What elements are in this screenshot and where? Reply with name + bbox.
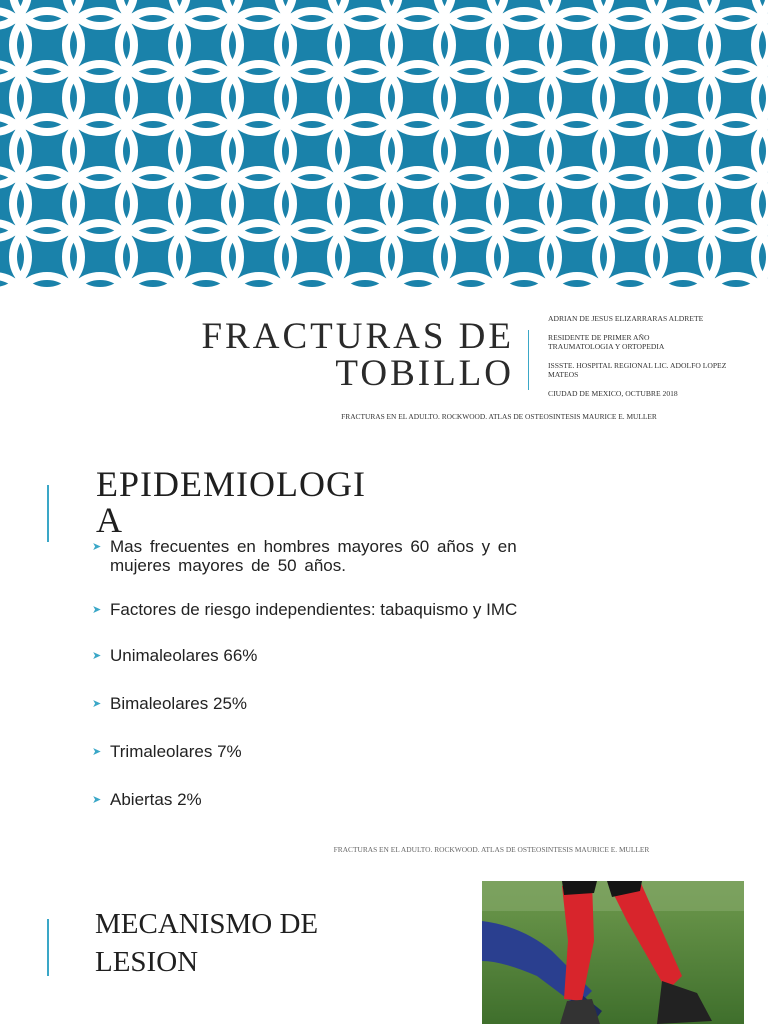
- list-item: [92, 790, 542, 809]
- list-item: [92, 742, 542, 761]
- bullet-text: Factores de riesgo independientes: tabaquismo y IMC: [110, 600, 518, 619]
- list-item: [92, 537, 542, 575]
- accent-bar: [47, 485, 49, 542]
- presentation-title: [94, 318, 514, 392]
- bullet-text: Abiertas 2%: [110, 790, 202, 809]
- arrow-bullet-icon: ➤: [92, 698, 102, 710]
- title-line-1: FRACTURAS DE: [201, 316, 514, 357]
- arrow-bullet-icon: ➤: [92, 650, 102, 662]
- arrow-bullet-icon: ➤: [92, 541, 102, 553]
- author-info: [548, 314, 748, 408]
- reference-text: FRACTURAS EN EL ADULTO. ROCKWOOD. ATLAS DE OSTEOSINTESIS MAURICE E. MULLER: [333, 845, 650, 854]
- heading-line-1: MECANISMO DE: [95, 908, 319, 940]
- soccer-tackle-photo: [482, 881, 744, 1024]
- position-line-2: TRAUMATOLOGIA Y ORTOPEDIA: [548, 342, 665, 351]
- list-item: [92, 694, 542, 713]
- epidemiology-slide: [0, 440, 768, 864]
- arrow-bullet-icon: ➤: [92, 604, 102, 616]
- heading-line-2: LESION: [95, 946, 199, 978]
- arrow-bullet-icon: ➤: [92, 746, 102, 758]
- arrow-bullet-icon: ➤: [92, 794, 102, 806]
- bullet-text: Bimaleolares 25%: [110, 694, 248, 713]
- slide-heading: [95, 905, 415, 981]
- bullet-text: Unimaleolares 66%: [110, 646, 258, 665]
- author-position: [548, 333, 748, 351]
- title-line-2: TOBILLO: [335, 353, 514, 394]
- position-line-1: RESIDENTE DE PRIMER AÑO: [548, 333, 650, 342]
- title-slide: [0, 0, 768, 432]
- slide-heading: EPIDEMIOLOGIA: [96, 464, 366, 540]
- bullet-text: Mas frecuentes en hombres mayores 60 años y en mujeres mayores de 50 años.: [110, 537, 517, 575]
- mechanism-slide: [0, 872, 768, 1024]
- author-name: ADRIAN DE JESUS ELIZARRARAS ALDRETE: [548, 314, 704, 323]
- accent-bar: [47, 919, 49, 976]
- list-item: [92, 600, 542, 619]
- location-date: CIUDAD DE MEXICO, OCTUBRE 2018: [548, 389, 678, 398]
- list-item: [92, 646, 542, 665]
- decorative-pattern-banner: [0, 0, 768, 288]
- bullet-list: [92, 537, 542, 809]
- title-divider: [528, 330, 529, 390]
- author-institution: ISSSTE. HOSPITAL REGIONAL LIC. ADOLFO LOPEZ MATEOS: [548, 361, 727, 379]
- bullet-text: Trimaleolares 7%: [110, 742, 242, 761]
- reference-text: FRACTURAS EN EL ADULTO. ROCKWOOD. ATLAS DE OSTEOSINTESIS MAURICE E. MULLER: [341, 412, 657, 421]
